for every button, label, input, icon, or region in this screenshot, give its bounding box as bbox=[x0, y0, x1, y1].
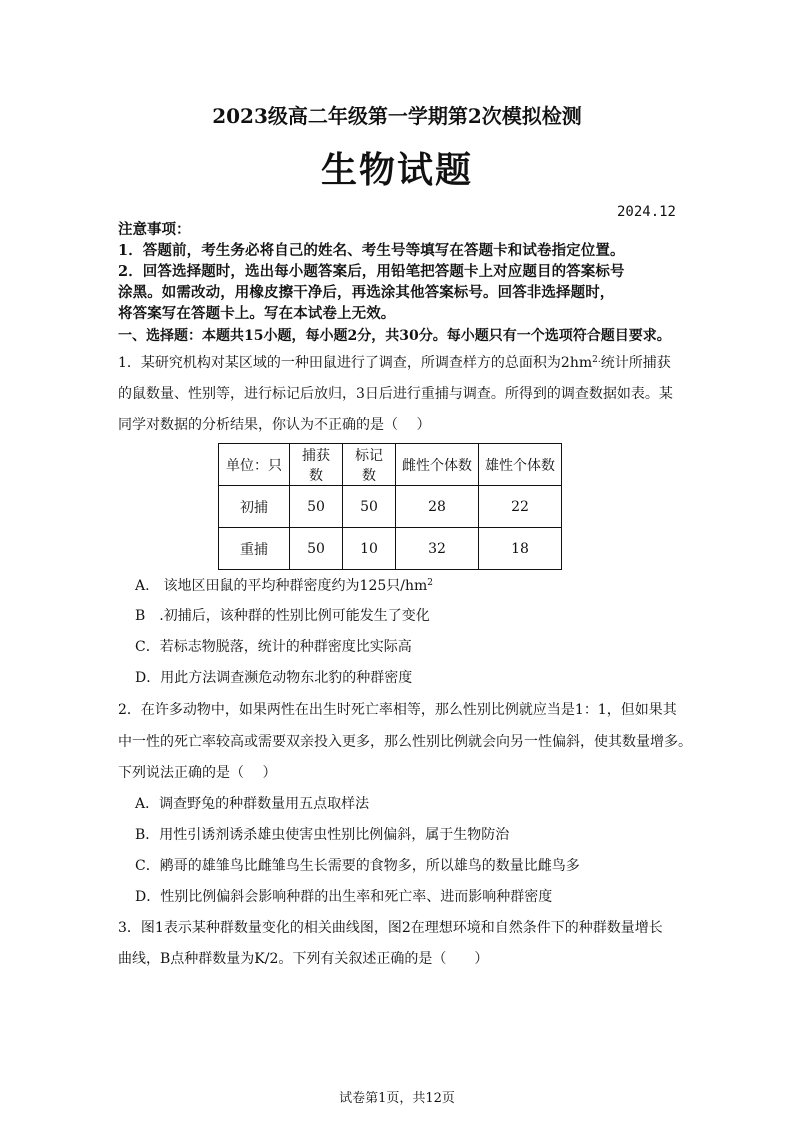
q1-stem-superscript: 2. bbox=[592, 355, 601, 365]
subject-title: 生物试题 bbox=[320, 149, 473, 191]
note-line: 将答案写在答题卡上。写在本试卷上无效。 bbox=[118, 305, 396, 322]
q1-stem-text-end: 统计所捕获 bbox=[600, 355, 671, 371]
table-header-cell: 标记数 bbox=[343, 444, 396, 486]
q1-option-a bbox=[135, 576, 433, 596]
table-header-cell: 单位：只 bbox=[219, 444, 290, 486]
q2-stem-line-1: 2．在许多动物中，如果两性在出生时死亡率相等，那么性别比例就应当是1：1，但如果其 bbox=[118, 702, 677, 718]
table-cell: 10 bbox=[343, 528, 396, 570]
q1-option-d: D．用此方法调查濒危动物东北豹的种群密度 bbox=[135, 670, 413, 686]
table-row bbox=[219, 486, 562, 528]
table-cell: 50 bbox=[290, 528, 343, 570]
exam-title: 2023级高二年级第一学期第2次模拟检测 bbox=[212, 104, 582, 128]
table-header-row bbox=[219, 444, 562, 486]
q1-stem-line-2: 的鼠数量、性别等，进行标记后放归，3日后进行重捕与调查。所得到的调查数据如表。某 bbox=[118, 386, 673, 402]
table-cell: 50 bbox=[290, 486, 343, 528]
q1-option-c: C．若标志物脱落，统计的种群密度比实际高 bbox=[135, 639, 412, 655]
table-cell: 22 bbox=[479, 486, 562, 528]
q3-stem-line-1: 3．图1表示某种群数量变化的相关曲线图，图2在理想环境和自然条件下的种群数量增长 bbox=[118, 920, 663, 936]
q1-stem-text: 1．某研究机构对某区域的一种田鼠进行了调查，所调查样方的总面积为2hm bbox=[118, 355, 593, 371]
table-header-cell: 雌性个体数 bbox=[396, 444, 479, 486]
q1-option-a-text: A. 该地区田鼠的平均种群密度约为125只/hm bbox=[135, 578, 428, 594]
note-line: 1．答题前，考生务必将自己的姓名、考生号等填写在答题卡和试卷指定位置。 bbox=[118, 242, 625, 259]
notes-heading: 注意事项： bbox=[118, 221, 191, 238]
table-cell: 重捕 bbox=[219, 528, 290, 570]
q2-option-b: B．用性引诱剂诱杀雄虫使害虫性别比例偏斜，属于生物防治 bbox=[135, 827, 510, 843]
table-cell: 50 bbox=[343, 486, 396, 528]
table-header-cell: 捕获数 bbox=[290, 444, 343, 486]
q2-option-a: A．调查野兔的种群数量用五点取样法 bbox=[135, 796, 370, 812]
q2-stem-line-2: 中一性的死亡率较高或需要双亲投入更多，那么性别比例就会向另一性偏斜，使其数量增多。 bbox=[118, 734, 692, 750]
note-line: 2．回答选择题时，选出每小题答案后，用铅笔把答题卡上对应题目的答案标号 bbox=[118, 263, 625, 280]
q1-option-a-superscript: 2 bbox=[427, 578, 434, 588]
q1-option-b: B .初捕后，该种群的性别比例可能发生了变化 bbox=[135, 608, 430, 624]
exam-date: 2024.12 bbox=[616, 204, 676, 220]
q3-stem-line-2: 曲线，B点种群数量为K/2。下列有关叙述正确的是（ ） bbox=[118, 951, 489, 967]
table-cell: 32 bbox=[396, 528, 479, 570]
section-heading: 一、选择题：本题共15小题，每小题2分，共30分。每小题只有一个选项符合题目要求。 bbox=[118, 328, 671, 344]
survey-data-table bbox=[218, 443, 562, 570]
table-cell: 28 bbox=[396, 486, 479, 528]
q2-option-c: C．鹇哥的雄雏鸟比雌雏鸟生长需要的食物多，所以雄鸟的数量比雌鸟多 bbox=[135, 858, 580, 874]
page-footer: 试卷第1页，共12页 bbox=[339, 1091, 455, 1106]
q2-stem-line-3: 下列说法正确的是（ ） bbox=[118, 765, 277, 781]
q2-option-d: D．性别比例偏斜会影响种群的出生率和死亡率、进而影响种群密度 bbox=[135, 889, 553, 905]
notes-block bbox=[118, 219, 688, 324]
table-cell: 18 bbox=[479, 528, 562, 570]
table-header-cell: 雄性个体数 bbox=[479, 444, 562, 486]
table-row bbox=[219, 528, 562, 570]
q1-stem-line-3: 同学对数据的分析结果，你认为不正确的是（ ） bbox=[118, 417, 431, 433]
table-cell: 初捕 bbox=[219, 486, 290, 528]
note-line: 涂黑。如需改动，用橡皮擦干净后，再选涂其他答案标号。回答非选择题时， bbox=[118, 284, 615, 301]
q1-stem-line-1 bbox=[118, 353, 671, 373]
